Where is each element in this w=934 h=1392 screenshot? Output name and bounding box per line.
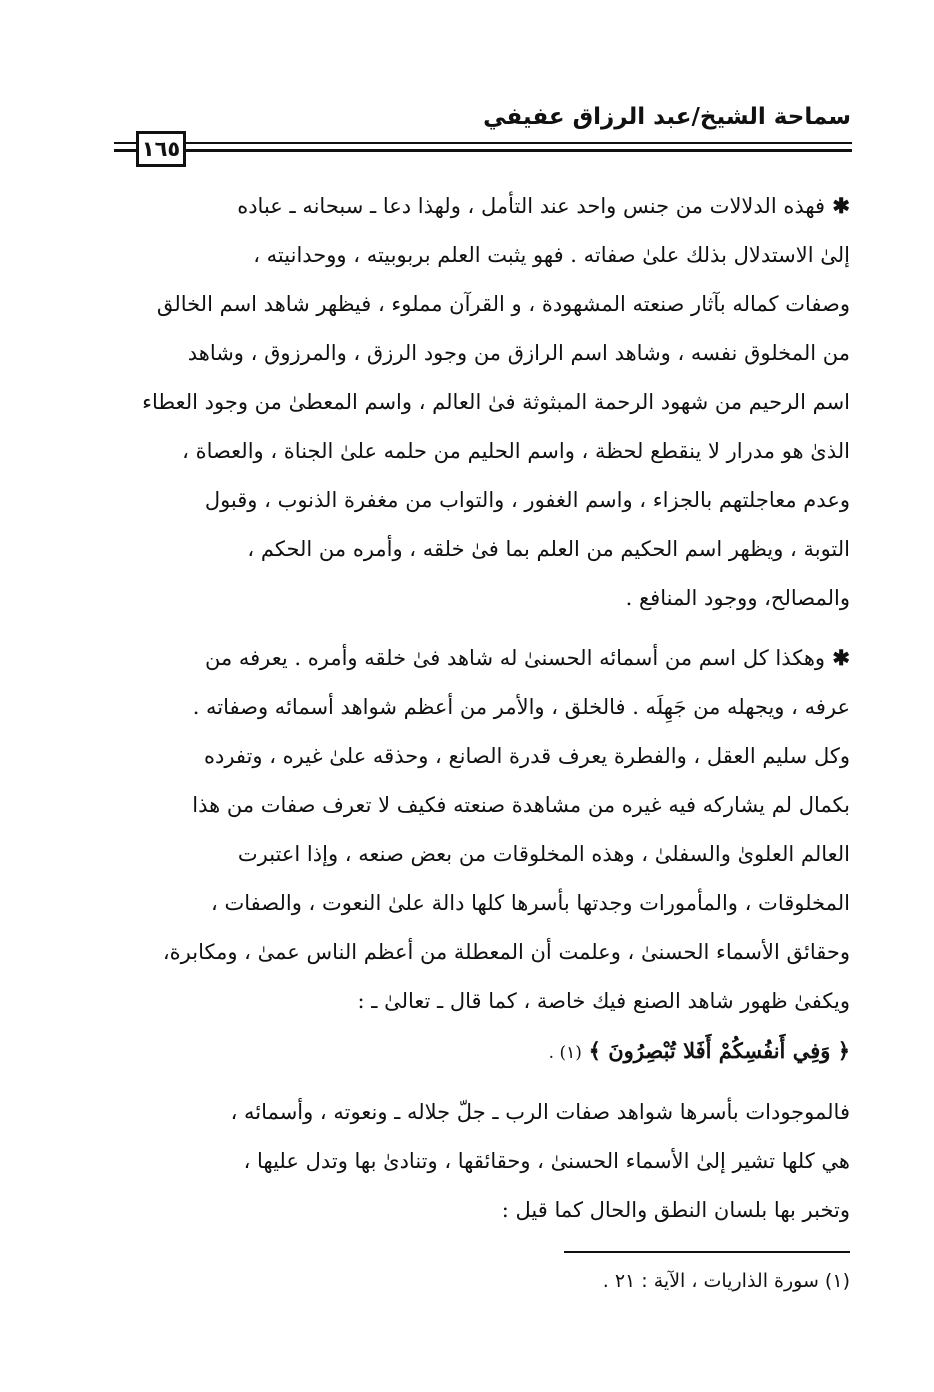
page-number: ١٦٥ [136, 131, 186, 167]
text-line: ويكفىٰ ظهور شاهد الصنع فيك خاصة ، كما قال ـ تعالىٰ ـ : [357, 989, 850, 1013]
text-line: التوبة ، ويظهر اسم الحكيم من العلم بما فىٰ خلقه ، وأمره من الحكم ، [247, 537, 850, 561]
text-line: من المخلوق نفسه ، وشاهد اسم الرازق من وجود الرزق ، والمرزوق ، وشاهد [187, 341, 850, 365]
line-text: وهكذا كل اسم من أسمائه الحسنىٰ له شاهد فىٰ خلقه وأمره . يعرفه من [204, 646, 826, 670]
text-line: وكل سليم العقل ، والفطرة يعرف قدرة الصانع ، وحذقه علىٰ غيره ، وتفرده [203, 744, 850, 768]
text-line: وصفات كماله بآثار صنعته المشهودة ، و القرآن مملوء ، فيظهر شاهد اسم الخالق [156, 292, 850, 316]
line-text: فهذه الدلالات من جنس واحد عند التأمل ، ولهذا دعا ـ سبحانه ـ عباده [237, 194, 826, 218]
text-line: المخلوقات ، والمأمورات وجدتها بأسرها كلها دالة علىٰ النعوت ، والصفات ، [211, 891, 850, 915]
paragraph-star-icon: ✱ [825, 193, 850, 218]
quran-verse: ﴿ وَفِي أَنفُسِكُمْ أَفَلا تُبْصِرُونَ ﴾ [588, 1038, 850, 1063]
running-head: سماحة الشيخ/عبد الرزاق عفيفي [483, 104, 851, 130]
footnote: (١) سورة الذاريات ، الآية : ٢١ . [602, 1270, 850, 1292]
text-line: وحقائق الأسماء الحسنىٰ ، وعلمت أن المعطلة من أعظم الناس عمىٰ ، ومكابرة، [162, 940, 850, 964]
text-line [118, 633, 850, 683]
paragraph-1 [118, 181, 850, 623]
paragraph-star-icon: ✱ [825, 645, 850, 670]
text-line: عرفه ، ويجهله من جَهِلَه . فالخلق ، والأمر من أعظم شواهد أسمائه وصفاته . [192, 695, 850, 719]
footnote-rule [564, 1251, 850, 1253]
paragraph-gap [118, 623, 850, 633]
quran-verse-line [118, 1026, 850, 1078]
text-line: والمصالح، ووجود المنافع . [625, 586, 850, 610]
text-line: اسم الرحيم من شهود الرحمة المبثوثة فىٰ العالم ، واسم المعطىٰ من وجود العطاء [142, 390, 850, 414]
header-rule-bottom [114, 149, 852, 152]
text-line [118, 181, 850, 231]
paragraph-gap [118, 1078, 850, 1088]
paragraph-2 [118, 633, 850, 1078]
text-line: العالم العلوىٰ والسفلىٰ ، وهذه المخلوقات من بعض صنعه ، وإذا اعتبرت [237, 842, 850, 866]
paragraph-3 [118, 1088, 850, 1235]
text-line: فالموجودات بأسرها شواهد صفات الرب ـ جلّ جلاله ـ ونعوته ، وأسمائه ، [230, 1100, 850, 1124]
footnote-reference: (١) . [548, 1043, 582, 1063]
text-line: الذىٰ هو مدرار لا ينقطع لحظة ، واسم الحليم من حلمه علىٰ الجناة ، والعصاة ، [182, 439, 850, 463]
text-line: هي كلها تشير إلىٰ الأسماء الحسنىٰ ، وحقائقها ، وتنادىٰ بها وتدل عليها ، [243, 1149, 850, 1173]
body-text [118, 181, 850, 1235]
text-line: إلىٰ الاستدلال بذلك علىٰ صفاته . فهو يثبت العلم بربوبيته ، ووحدانيته ، [253, 243, 850, 267]
text-line: بكمال لم يشاركه فيه غيره من مشاهدة صنعته فكيف لا تعرف صفات من هذا [192, 793, 850, 817]
header-rule-top [114, 142, 852, 144]
text-line: وتخبر بها بلسان النطق والحال كما قيل : [501, 1198, 850, 1222]
text-line: وعدم معاجلتهم بالجزاء ، واسم الغفور ، والتواب من مغفرة الذنوب ، وقبول [204, 488, 850, 512]
